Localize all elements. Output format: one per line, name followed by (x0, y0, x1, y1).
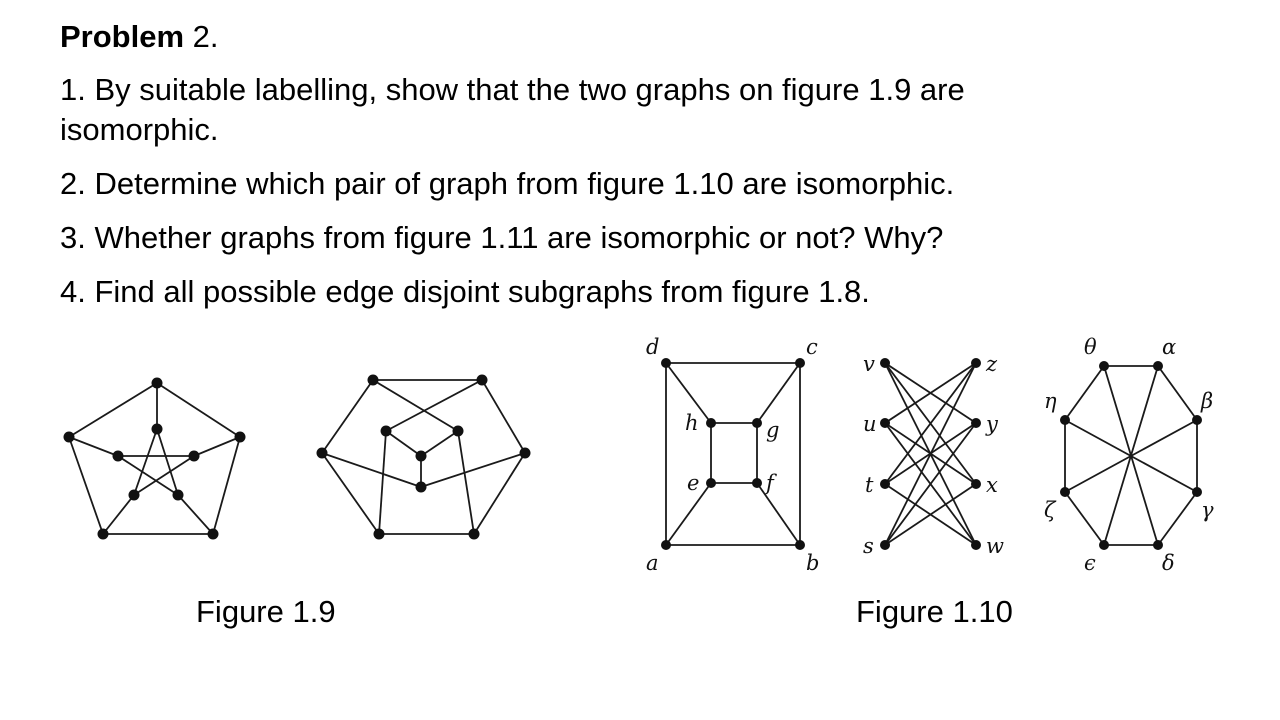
label-zeta: ζ (1044, 498, 1056, 522)
problem-label: Problem (60, 19, 185, 54)
label-e: e (687, 471, 700, 495)
label-g: g (766, 418, 780, 442)
question-3: 3. Whether graphs from figure 1.11 are isomorphic or not? Why? (60, 220, 944, 255)
label-h: h (685, 411, 699, 435)
label-u: u (863, 412, 877, 436)
question-2: 2. Determine which pair of graph from figure 1.10 are isomorphic. (60, 166, 955, 201)
question-1-line-1: 1. By suitable labelling, show that the two graphs on figure 1.9 are (60, 72, 965, 107)
question-1-line-2: isomorphic. (60, 112, 219, 147)
label-eta: η (1044, 389, 1057, 413)
label-v: v (863, 352, 875, 376)
label-t: t (865, 473, 874, 497)
label-s: s (863, 534, 874, 558)
problem-number: 2. (192, 19, 219, 54)
label-gamma: γ (1201, 498, 1214, 522)
label-beta: β (1201, 389, 1214, 413)
cube-graph (646, 335, 819, 575)
label-z: z (986, 352, 998, 376)
label-a: a (646, 551, 659, 575)
petersen-graph-left (64, 378, 246, 540)
petersen-graph-right (317, 375, 531, 540)
label-y: y (986, 412, 998, 436)
label-x: x (986, 473, 998, 497)
label-w: w (986, 534, 1004, 558)
label-f: f (766, 471, 774, 495)
figure-1-9-caption: Figure 1.9 (196, 594, 336, 629)
figure-1-10-caption: Figure 1.10 (856, 594, 1013, 629)
label-delta: δ (1162, 551, 1175, 575)
label-theta: θ (1084, 335, 1097, 359)
label-alpha: α (1162, 335, 1177, 359)
label-b: b (806, 551, 820, 575)
label-c: c (806, 335, 818, 359)
label-epsilon: ϵ (1084, 551, 1096, 575)
octagon-graph (1044, 335, 1214, 575)
bipartite-graph (863, 352, 1004, 558)
label-d: d (646, 335, 660, 359)
question-4: 4. Find all possible edge disjoint subgraphs from figure 1.8. (60, 274, 870, 309)
